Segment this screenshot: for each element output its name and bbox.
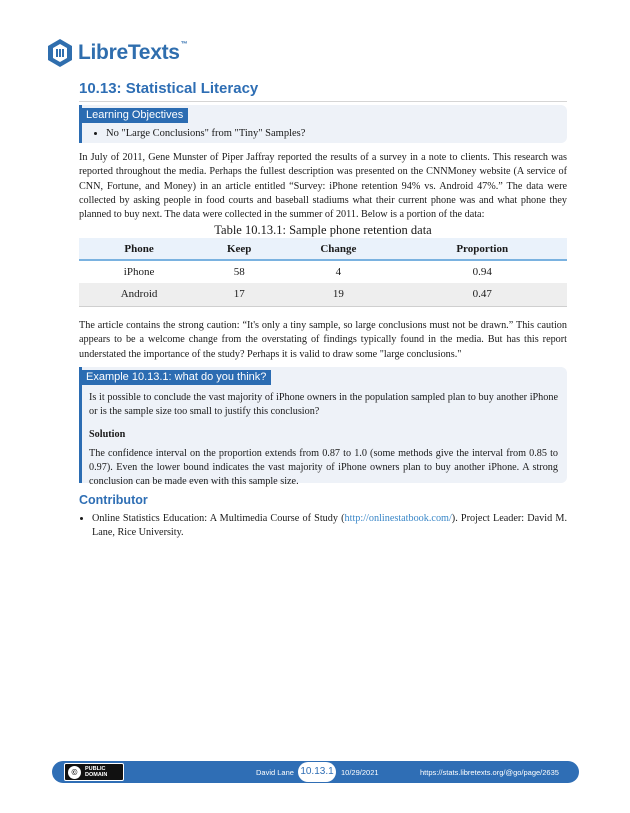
contributor-heading: Contributor [79, 493, 148, 507]
license-line-2: DOMAIN [85, 772, 108, 778]
footer-author: David Lane [256, 768, 294, 777]
public-domain-badge[interactable] [64, 763, 124, 781]
onlinestatbook-link[interactable]: http://onlinestatbook.com/ [344, 513, 452, 524]
header-phone: Phone [79, 238, 199, 260]
intro-paragraph: In July of 2011, Gene Munster of Piper Jaffray reported the results of a survey in a note to clients. This research was reported throughout the media. Perhaps the fullest description was presented on the CNNMoney website (A service of CNN, Fortune, and Money) in an article entitled “Survey: iPhone retention 94% vs. Android 47%.” The data were collected by asking people in food courts and baseball stadiums what their current phone was and what phone they planned to buy next. The data were collected in the summer of 2011. Below is a portion of the data: [79, 152, 567, 221]
cell-phone: iPhone [123, 266, 155, 278]
header-keep: Keep [199, 238, 279, 260]
caution-paragraph: The article contains the strong caution: “It's only a tiny sample, so large conclusions must not be drawn.” This caution appears to be a welcome change from the overstating of findings typically found in the media. But has this report understated the importance of the study? Perhaps it is valid to draw some "large conclusions." [79, 320, 567, 360]
example-question: Is it possible to conclude the vast majority of iPhone owners in the population sampled plan to buy another iPhone or is the sample size too small to justify this conclusion? [89, 392, 558, 418]
page-footer [52, 761, 579, 783]
table-header-row [79, 238, 567, 260]
cell-change: 19 [279, 283, 397, 306]
libretexts-logo[interactable] [46, 38, 187, 68]
license-line-1: PUBLIC [85, 766, 106, 772]
example-label: Example 10.13.1: what do you think? [82, 370, 271, 385]
header-proportion: Proportion [397, 238, 567, 260]
objective-item: • No "Large Conclusions" from "Tiny" Samples? [106, 128, 567, 139]
libretexts-hexagon-icon [46, 38, 74, 68]
cell-keep: 58 [233, 266, 245, 278]
cell-phone: Android [79, 283, 199, 306]
header-change: Change [279, 238, 397, 260]
cell-proportion: 0.94 [472, 266, 492, 278]
footer-page-number: 10.13.1 [298, 762, 336, 782]
solution-heading: Solution [89, 428, 126, 440]
contributor-item: • Online Statistics Education: A Multimedia Course of Study (http://onlinestatbook.com/). Project Leader: David M. Lane, Rice University. [92, 512, 567, 541]
learning-objectives-label: Learning Objectives [82, 108, 188, 123]
footer-url[interactable]: https://stats.libretexts.org/@go/page/2635 [420, 768, 559, 777]
footer-date: 10/29/2021 [341, 768, 379, 777]
page-title: 10.13: Statistical Literacy [79, 80, 567, 102]
table-caption: Table 10.13.1: Sample phone retention data [214, 223, 432, 237]
example-box [79, 367, 567, 488]
cell-change: 4 [335, 266, 342, 278]
cell-proportion: 0.47 [397, 283, 567, 306]
cell-keep: 17 [199, 283, 279, 306]
public-domain-icon: © [68, 766, 81, 779]
solution-text: The confidence interval on the proportion extends from 0.87 to 1.0 (some methods give the interval from 0.85 to 0.97). Even the lower bound indicates the vast majority of iPhone owners plan to buy another iPhone. A strong conclusion can be made even with this sample size. [89, 447, 558, 488]
brand-name: LibreTexts™ [78, 41, 188, 64]
table-row [79, 283, 567, 306]
learning-objectives-list [106, 128, 567, 139]
phone-retention-table [79, 238, 567, 307]
table-row [79, 260, 567, 283]
learning-objectives-box [79, 105, 567, 143]
contributor-list [79, 512, 567, 541]
